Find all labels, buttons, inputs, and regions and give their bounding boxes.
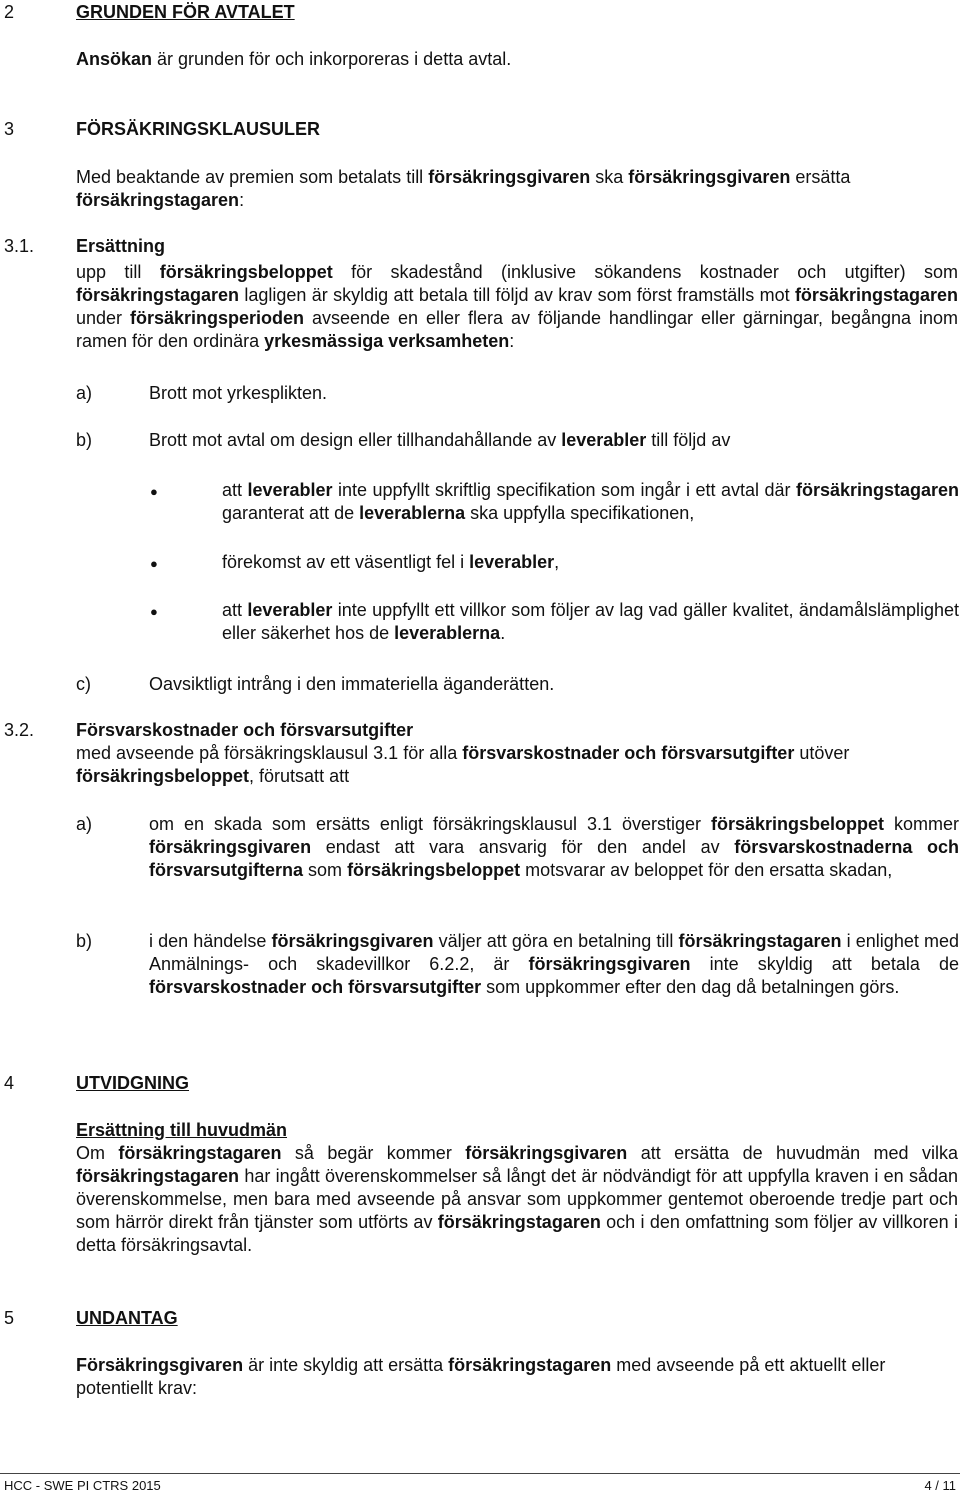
list-item: Brott mot avtal om design eller tillhandahållande av leverabler till följd av: [149, 430, 731, 450]
section-title: GRUNDEN FÖR AVTALET: [76, 2, 295, 22]
section-number: 2: [4, 2, 15, 22]
clause-number: 3.1.: [4, 236, 35, 256]
list-label: b): [76, 931, 93, 951]
clause-body: upp till försäkringsbeloppet för skadestånd (inklusive sökandens kostnader och utgifter) som försäkringstagaren lagligen är skyldig att betala till följd av krav som först framställs mot försäkringstagaren under försäkringsperioden avseende en eller flera av följande handlingar eller gärningar, begångna inom ramen för den ordinära yrkesmässiga verksamheten:: [76, 262, 958, 351]
list-item: Brott mot yrkesplikten.: [149, 383, 328, 403]
list-label: b): [76, 430, 93, 450]
page-number: 4 / 11: [924, 1478, 956, 1493]
bullet-item: förekomst av ett väsentligt fel i leverabler,: [222, 552, 560, 572]
clause-title: Ersättning: [76, 236, 166, 256]
list-item: Oavsiktligt intrång i den immateriella äganderätten.: [149, 674, 555, 694]
bullet-item: att leverabler inte uppfyllt ett villkor som följer av lag vad gäller kvalitet, ändamålslämplighet eller säkerhet hos de leverablerna.: [222, 600, 959, 643]
list-label: a): [76, 814, 93, 834]
clause-body: med avseende på försäkringsklausul 3.1 för alla försvarskostnader och försvarsutgifter utöver försäkringsbeloppet, förutsatt att: [76, 743, 850, 786]
bullet-item: att leverabler inte uppfyllt skriftlig specifikation som ingår i ett avtal där försäkringstagaren garanterat att de leverablerna ska uppfylla specifikationen,: [222, 480, 960, 523]
bullet-icon: ●: [150, 556, 158, 571]
clause-title: Försvarskostnader och försvarsutgifter: [76, 720, 414, 740]
list-label: a): [76, 383, 93, 403]
section-title: UTVIDGNING: [76, 1073, 190, 1093]
clause-number: 3.2.: [4, 720, 35, 740]
list-item: om en skada som ersätts enligt försäkringsklausul 3.1 överstiger försäkringsbeloppet kommer försäkringsgivaren endast att vara ansvarig för den andel av försvarskostnaderna och försvarsutgifterna som försäkringsbeloppet motsvarar av beloppet för den ersatta skadan,: [149, 814, 959, 880]
subsection-title: Ersättning till huvudmän: [76, 1120, 288, 1140]
section-title: FÖRSÄKRINGSKLAUSULER: [76, 119, 321, 139]
section-body: Ansökan är grunden för och inkorporeras i detta avtal.: [76, 49, 512, 69]
section-number: 4: [4, 1073, 15, 1093]
footer-doc-id: HCC - SWE PI CTRS 2015: [4, 1478, 161, 1493]
list-item: i den händelse försäkringsgivaren väljer att göra en betalning till försäkringstagaren i enlighet med Anmälnings- och skadevillkor 6.2.2, är försäkringsgivaren inte skyldig att betala de försvarskostnader och försvarsutgifter som uppkommer efter den dag då betalningen görs.: [149, 931, 959, 997]
section-body: Försäkringsgivaren är inte skyldig att ersätta försäkringstagaren med avseende på ett aktuellt eller potentiellt krav:: [76, 1355, 886, 1398]
footer-rule: [0, 1473, 960, 1474]
section-body: Om försäkringstagaren så begär kommer försäkringsgivaren att ersätta de huvudmän med vilka försäkringstagaren har ingått överenskommelser så långt det är nödvändigt för att uppfylla kraven i en sådan överenskommelse, men bara med avseende på ansvar som uppkommer gentemot oberoende tredje part och som härrör direkt från tjänster som utförts av försäkringstagaren och i den omfattning som följer av villkoren i detta försäkringsavtal.: [76, 1143, 958, 1255]
section-intro: Med beaktande av premien som betalats till försäkringsgivaren ska försäkringsgivaren ersätta försäkringstagaren:: [76, 167, 851, 210]
bullet-icon: ●: [150, 604, 158, 619]
bullet-icon: ●: [150, 484, 158, 499]
section-number: 3: [4, 119, 15, 139]
list-label: c): [76, 674, 91, 694]
section-title: UNDANTAG: [76, 1308, 178, 1328]
section-number: 5: [4, 1308, 15, 1328]
